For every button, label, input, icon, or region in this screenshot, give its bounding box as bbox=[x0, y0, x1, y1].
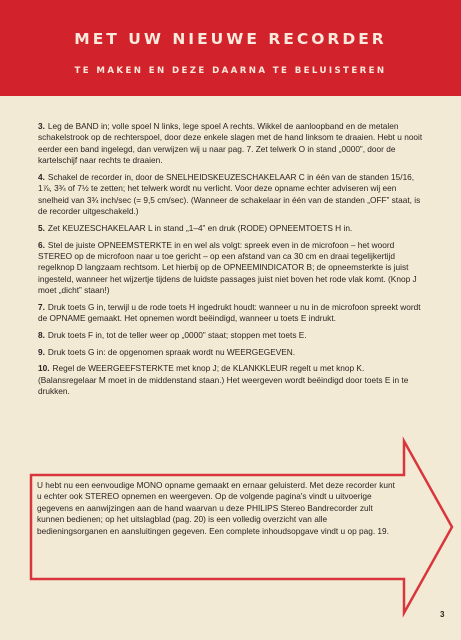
step-text: Leg de BAND in; volle spoel N links, lege spoel A rechts. Wikkel de aanloopband en de metalen schakelstrook op de rechterspoel, door deze enkele slagen met de hand linksom te draaien. Hebt u nooit eerder een band ingelegd, dan verwijzen wij u naar pag. 7. Zet telwerk O in stand „0000”, door de kartelschijf naar rechts te draaien. bbox=[38, 121, 423, 166]
step-text: Druk toets G in, terwijl u de rode toets H ingedrukt houdt: wanneer u nu in de microfoon spreekt wordt de OPNAME gemaakt. Het opnemen wordt beëindigd, wanneer u toets E indrukt. bbox=[38, 301, 421, 324]
page-title: MET UW NIEUWE RECORDER bbox=[74, 30, 387, 48]
step-number: 10. bbox=[38, 363, 50, 374]
step-number: 4. bbox=[38, 171, 45, 182]
step-text: Schakel de recorder in, door de SNELHEIDSKEUZESCHAKELAAR C in één van de standen 15/16, 1⅞, 3¾ of 7½ te zetten; het telwerk wordt nu verlicht. Voor deze opname echter adviseren wij een snelheid van 3¾ inch/sec (= 9,5 cm/sec). (Wanneer de schakelaar in één van de standen „OFF” staat, is de recorder uitgeschakeld.) bbox=[38, 171, 421, 217]
step-number: 9. bbox=[38, 346, 45, 357]
step-text: Stel de juiste OPNEEMSTERKTE in en wel als volgt: spreek even in de microfoon – het woord STEREO op de microfoon naar u toe gericht – op een afstand van ca 30 cm en draai tegelijkertijd regelknop D langzaam rechtsom. Let hierbij op de OPNEEMINDICATOR B; de opneemsterkte is juist ingesteld, wanneer het wijzertje tijdens de luidste passages juist niet boven het rode vlak komt. (Knop J moet „dicht” staan!) bbox=[38, 239, 417, 296]
step-number: 8. bbox=[38, 329, 45, 340]
page-number: 3 bbox=[440, 610, 445, 619]
step-text: Zet KEUZESCHAKELAAR L in stand „1–4” en druk (RODE) OPNEEMTOETS H in. bbox=[47, 222, 353, 233]
summary-box: U hebt nu een eenvoudige MONO opname gemaakt en ernaar geluisterd. Met deze recorder kunt u echter ook STEREO opnemen en weergeven. Op de volgende pagina's vindt u uitvoerige gegevens en aanwijzingen aan de hand waarvan u deze PHILIPS Stereo Bandrecorder zult kunnen bedienen; op het uitslagblad (pag. 20) is een volledig overzicht van alle bedieningsorganen en aansluitingen gegeven. Een complete inhoudsopgave vindt u op pag. 19. bbox=[37, 480, 395, 536]
step-number: 5. bbox=[38, 222, 45, 233]
step-number: 7. bbox=[38, 301, 45, 312]
step-text: Druk toets G in: de opgenomen spraak wordt nu WEERGEGEVEN. bbox=[47, 346, 296, 357]
page-subtitle: TE MAKEN EN DEZE DAARNA TE BELUISTEREN bbox=[74, 66, 387, 76]
step-number: 3. bbox=[38, 121, 45, 131]
step-text: Regel de WEERGEEFSTERKTE met knop J; de KLANKKLEUR regelt u met knop K. (Balansregelaar M moet in de middenstand staan.) Het weergeven wordt beëindigd door toets E in te drukken. bbox=[38, 363, 409, 397]
step-number: 6. bbox=[38, 239, 45, 250]
step-text: Druk toets F in, tot de teller weer op „0000” staat; stoppen met toets E. bbox=[47, 329, 307, 340]
